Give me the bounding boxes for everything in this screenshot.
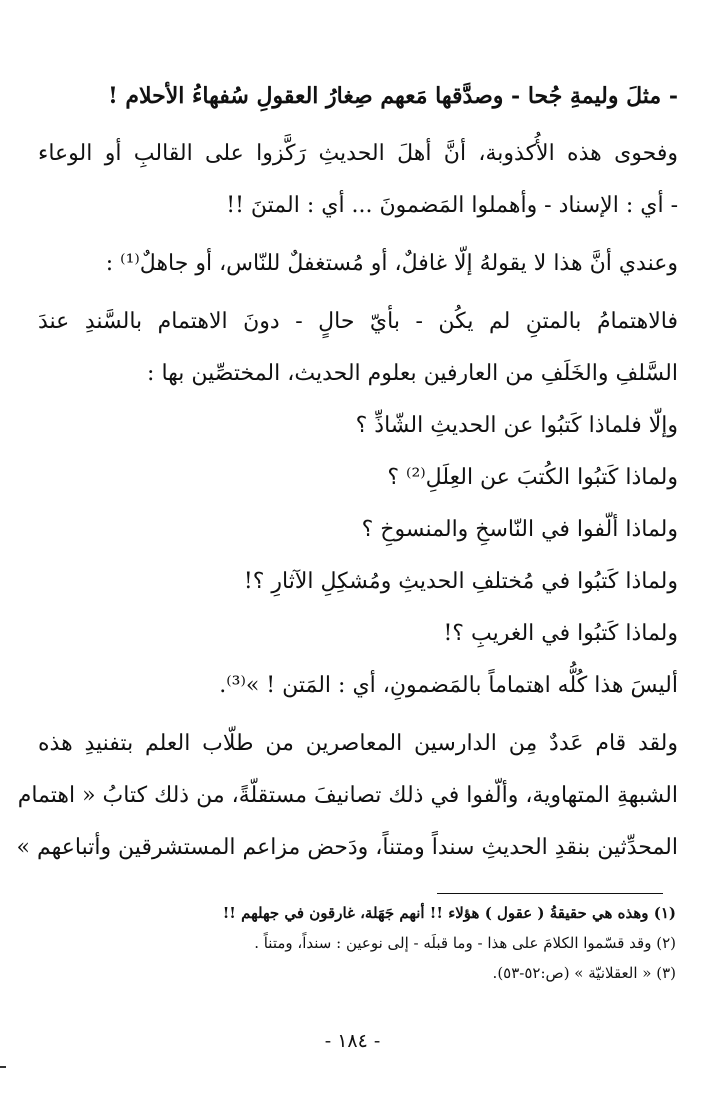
text-line: ولماذا كَتبُوا في الغريبِ ؟! bbox=[443, 621, 678, 646]
footnote-3: (٣) « العقلانيّة » (ص:٥٢-٥٣). bbox=[492, 964, 676, 982]
text-line: ولماذا ألّفوا في النّاسخِ والمنسوخِ ؟ bbox=[361, 517, 678, 542]
text-line: المحدِّثين بنقدِ الحديثِ سنداً ومتناً، ودَحض مزاعم المستشرقين وأتباعهم » bbox=[16, 835, 678, 860]
text-line: أليسَ هذا كُلُّه اهتماماً بالمَضمونِ، أي : المَتن ! »⁽³⁾. bbox=[219, 673, 678, 698]
text-line: ولقد قام عَددٌ مِن الدارسين المعاصرين من طلّاب العلم بتفنيدِ هذه bbox=[38, 731, 678, 756]
edge-mark bbox=[0, 1066, 6, 1068]
main-text bbox=[16, 70, 678, 874]
text-line: فالاهتمامُ بالمتنِ لم يكُن - بأيّ حالٍ - دونَ الاهتمام بالسَّندِ عندَ bbox=[38, 309, 678, 334]
text-line: وإلّا فلماذا كَتبُوا عن الحديثِ الشّاذِّ ؟ bbox=[355, 413, 678, 438]
text-line: الشبهةِ المتهاوية، وألّفوا في ذلك تصانيفَ مستقلّةً، من ذلك كتابُ « اهتمام bbox=[17, 783, 678, 808]
text-line: - مثلَ وليمةِ جُحا - وصدَّقها مَعهم صِغارُ العقولِ سُفهاءُ الأحلام ! bbox=[108, 83, 678, 109]
footnotes bbox=[38, 898, 676, 988]
footnote-1: (١) وهذه هي حقيقةُ ( عقول ) هؤلاء !! أنهم جَهَلة، غارقون في جهلهم !! bbox=[222, 904, 676, 922]
text-line: - أي : الإسناد - وأهملوا المَضمونَ ... أي : المتنَ !! bbox=[226, 193, 678, 218]
page-number: - ١٨٤ - bbox=[324, 1030, 381, 1052]
text-line: وفحوى هذه الأُكذوبة، أنَّ أهلَ الحديثِ رَكَّزوا على القالبِ أو الوعاء bbox=[38, 141, 678, 166]
text-line: وعندي أنَّ هذا لا يقولهُ إلّا غافلٌ، أو مُستغفلٌ للنّاس، أو جاهلٌ⁽¹⁾ : bbox=[105, 251, 678, 276]
text-line: السَّلفِ والخَلَفِ من العارفين بعلوم الحديث، المختصِّين بها : bbox=[147, 361, 678, 386]
footnote-2: (٢) وقد قسّموا الكلامَ على هذا - وما قبلَه - إلى نوعين : سنداً، ومتناً . bbox=[254, 934, 676, 952]
text-line: ولماذا كَتبُوا في مُختلفِ الحديثِ ومُشكِلِ الآثارِ ؟! bbox=[243, 569, 678, 594]
text-line: ولماذا كَتبُوا الكُتبَ عن العِلَلِ⁽²⁾ ؟ bbox=[387, 465, 678, 490]
footnote-separator bbox=[437, 893, 663, 894]
